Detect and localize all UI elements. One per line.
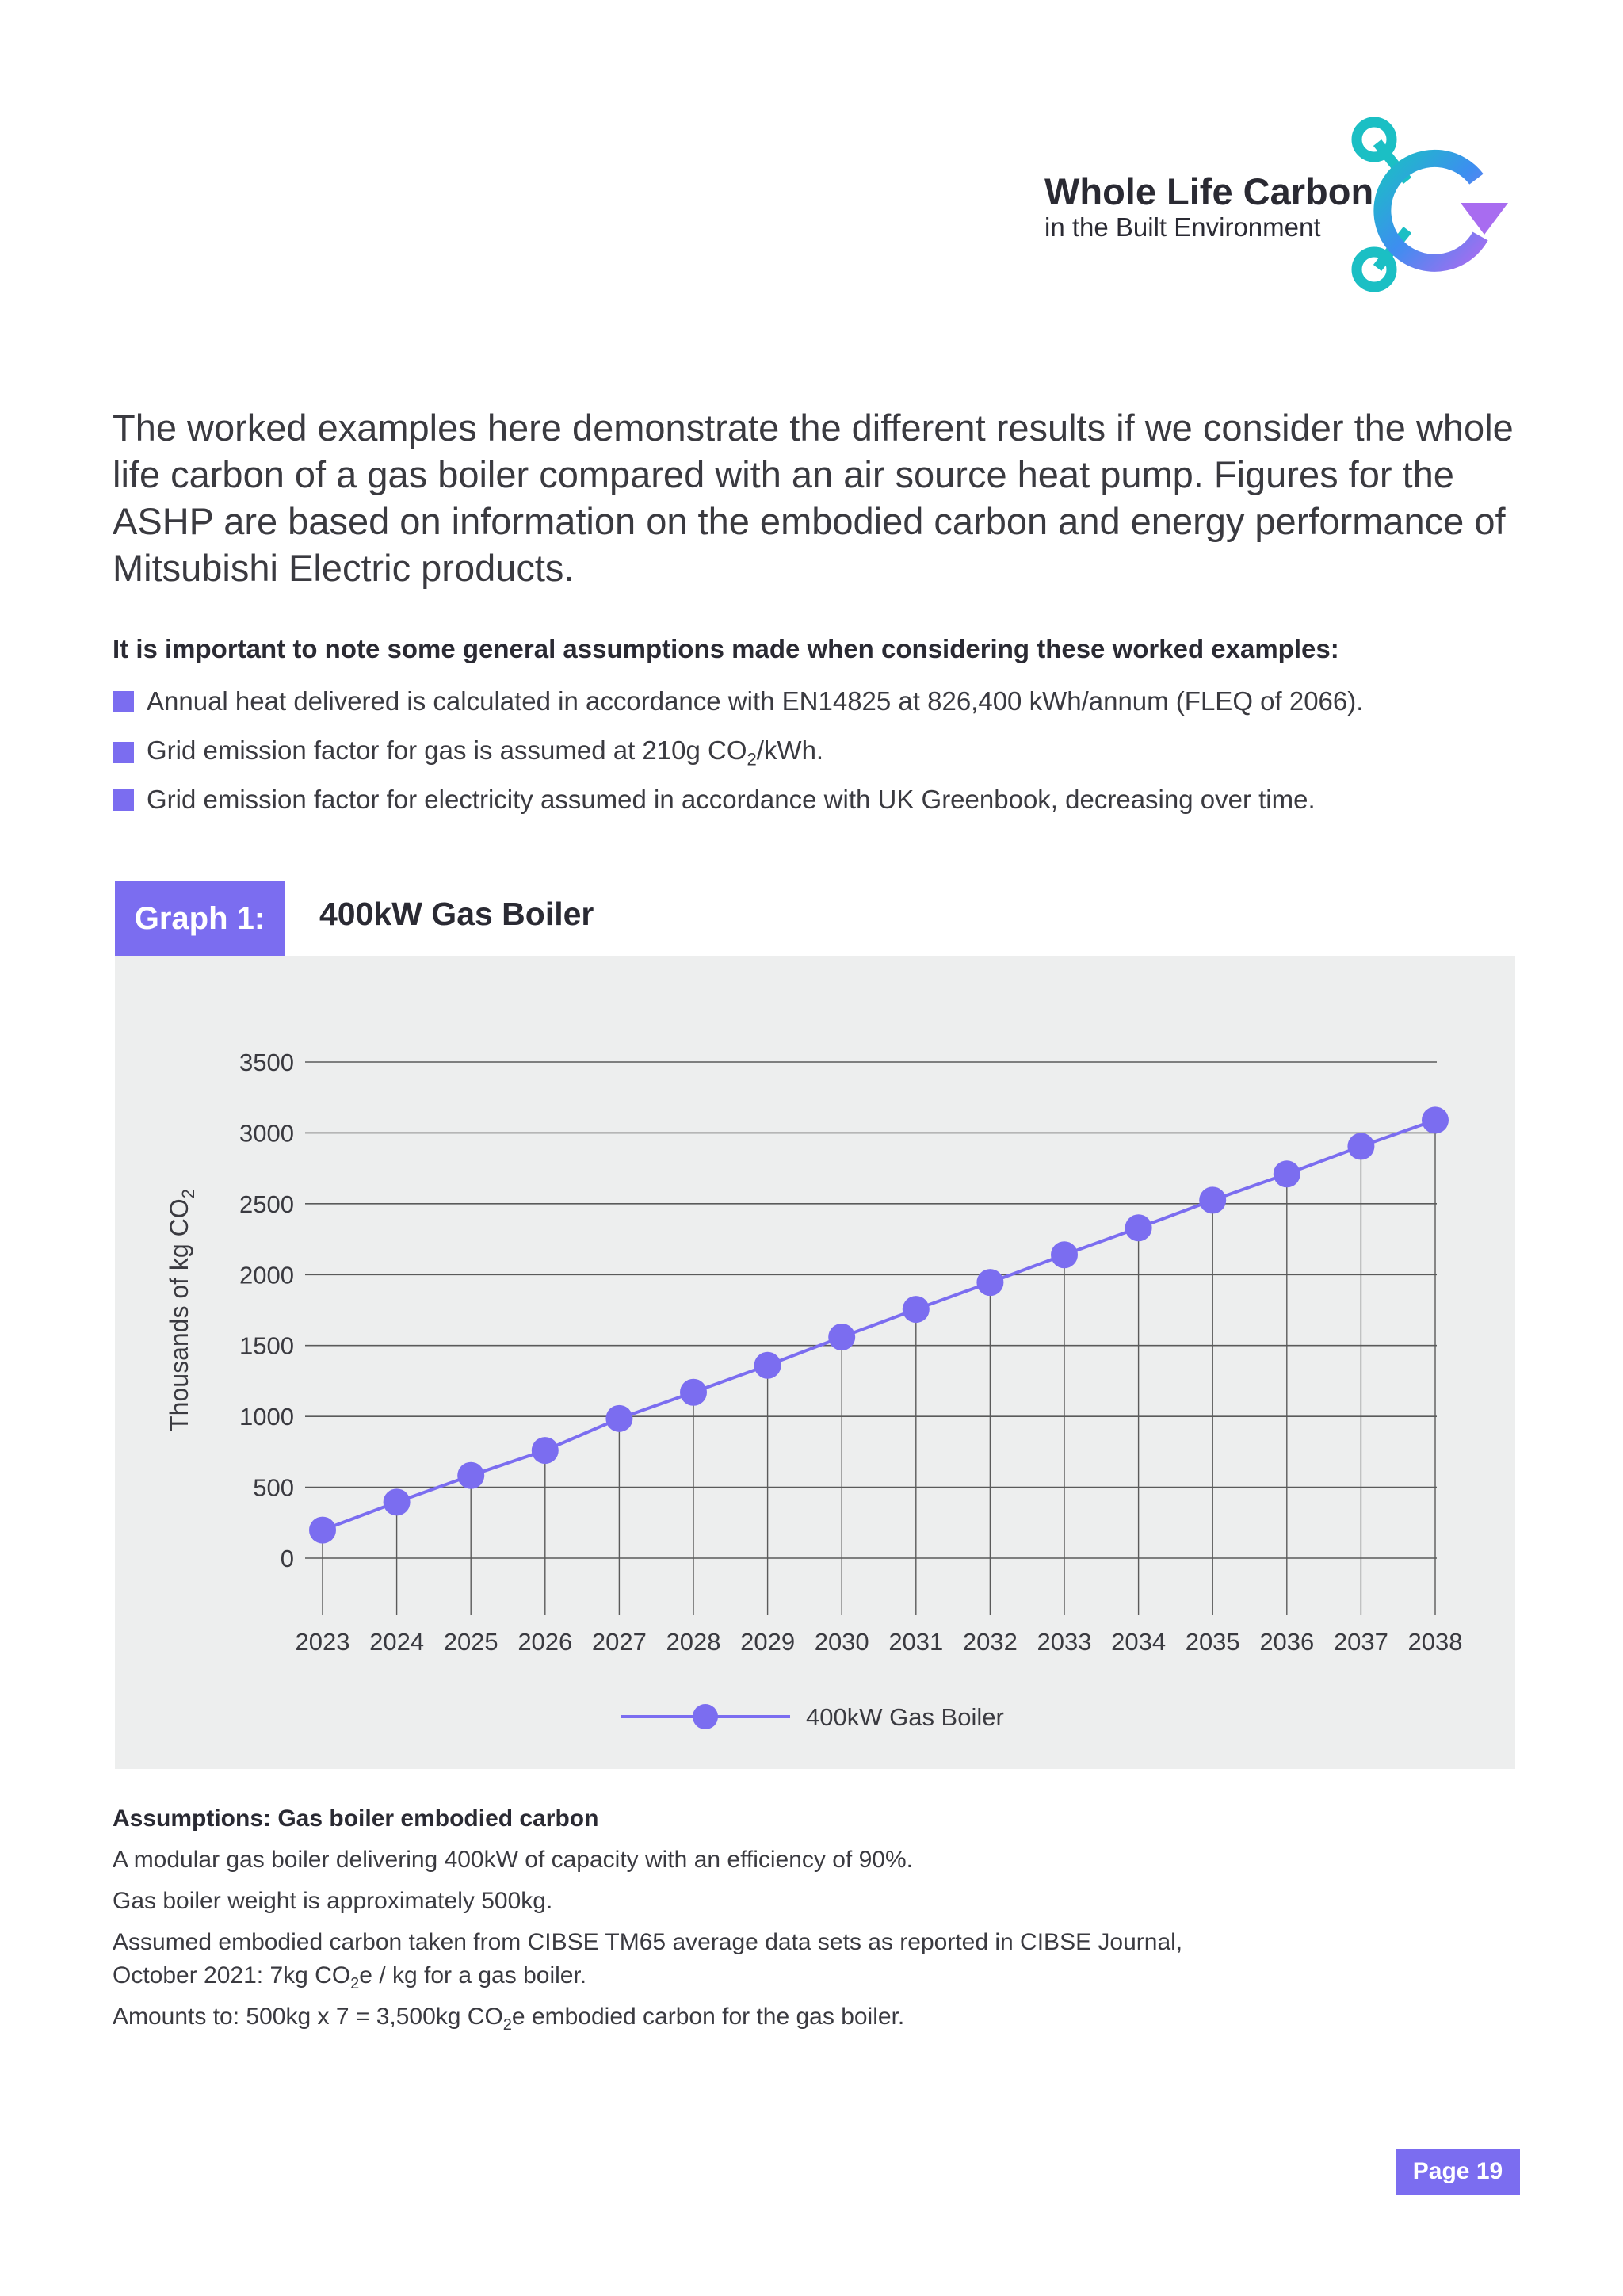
bullet-text: Grid emission factor for electricity assumed in accordance with UK Greenbook, decreasing over time. [147, 785, 1316, 814]
data-point [1347, 1133, 1374, 1159]
series-line [323, 1120, 1435, 1530]
x-tick-label: 2031 [888, 1628, 944, 1656]
x-tick-label: 2034 [1111, 1628, 1167, 1656]
data-point [1199, 1186, 1226, 1213]
line-text: Amounts to: 500kg x 7 = 3,500kg CO [113, 2004, 503, 2030]
bullet-square-icon [113, 789, 134, 811]
assumption-bullet-3 [113, 785, 1316, 815]
data-point [309, 1517, 336, 1544]
intro-paragraph: The worked examples here demonstrate the different results if we consider the whole life carbon of a gas boiler compared with an air source heat pump. Figures for the ASHP are based on information on the embodied carbon and energy performance of Mitsubishi Electric products. [113, 407, 1514, 589]
x-tick-label: 2038 [1407, 1628, 1463, 1656]
data-point [457, 1462, 484, 1489]
x-tick-label: 2036 [1259, 1628, 1315, 1656]
y-tick-label: 2000 [239, 1261, 294, 1289]
x-tick-label: 2030 [814, 1628, 869, 1656]
graph-number-tag: Graph 1: [115, 881, 285, 956]
assumption-bullet-1 [113, 686, 1363, 716]
y-tick-label: 1500 [239, 1331, 294, 1360]
gas-boiler-assumption-line: A modular gas boiler delivering 400kW of capacity with an efficiency of 90%. [113, 1847, 913, 1873]
data-point [605, 1405, 632, 1432]
line-text-end: e / kg for a gas boiler. [359, 1962, 587, 1988]
graph-title: 400kW Gas Boiler [319, 896, 594, 932]
data-point [828, 1324, 855, 1350]
bullet-square-icon [113, 742, 134, 763]
x-tick-label: 2025 [443, 1628, 498, 1656]
bullet-text: Annual heat delivered is calculated in accordance with EN14825 at 826,400 kWh/annum (FLEQ of 2066). [147, 686, 1364, 716]
line-text: October 2021: 7kg CO [113, 1962, 351, 1988]
x-tick-label: 2033 [1037, 1628, 1092, 1656]
y-axis-label: Thousands of kg $CO_2$ [165, 1189, 198, 1431]
gas-boiler-assumption-line: Gas boiler weight is approximately 500kg. [113, 1888, 553, 1914]
y-tick-label: 3500 [239, 1049, 294, 1076]
y-tick-label: 0 [280, 1545, 294, 1572]
x-tick-label: 2024 [369, 1628, 425, 1656]
co2-subscript: 2 [350, 1975, 360, 1992]
y-tick-label: 2500 [239, 1190, 294, 1218]
data-point [532, 1437, 559, 1464]
assumption-bullet-2 [113, 735, 823, 770]
x-tick-label: 2027 [591, 1628, 647, 1656]
logo [1044, 109, 1528, 300]
legend-marker [693, 1704, 718, 1729]
gas-boiler-assumption-line [113, 1959, 586, 2000]
gas-boiler-assumption-line: Assumed embodied carbon taken from CIBSE TM65 average data sets as reported in CIBSE Journal, [113, 1929, 1183, 1955]
data-point [1422, 1106, 1449, 1133]
logo-subtitle: in the Built Environment [1044, 212, 1321, 242]
bullet-text [147, 735, 823, 770]
x-tick-label: 2032 [962, 1628, 1018, 1656]
x-tick-label: 2035 [1185, 1628, 1240, 1656]
data-point [903, 1296, 930, 1323]
co2-subscript: 2 [502, 2016, 512, 2034]
page-number-badge: Page 19 [1396, 2149, 1520, 2195]
bullet-square-icon [113, 691, 134, 712]
bullet-text-end: /kWh. [756, 735, 824, 765]
bullet-text-main: Grid emission factor for gas is assumed at 210g CO [147, 735, 747, 765]
data-point [680, 1379, 707, 1406]
whole-life-carbon-cycle-icon [1346, 109, 1528, 300]
gas-boiler-assumptions-heading: Assumptions: Gas boiler embodied carbon [113, 1805, 599, 1832]
logo-title: Whole Life Carbon [1044, 170, 1374, 212]
line-text-end: e embodied carbon for the gas boiler. [511, 2004, 905, 2030]
x-tick-label: 2028 [666, 1628, 721, 1656]
y-tick-label: 500 [253, 1473, 294, 1502]
y-tick-label: 1000 [239, 1403, 294, 1431]
data-point [1051, 1241, 1078, 1268]
data-point [754, 1352, 781, 1379]
legend-label: 400kW Gas Boiler [806, 1703, 1004, 1731]
y-tick-label: 3000 [239, 1119, 294, 1148]
line-chart [115, 956, 1515, 1769]
data-point [1274, 1160, 1300, 1187]
assumptions-heading: It is important to note some general assumptions made when considering these worked examples: [113, 634, 1339, 663]
x-tick-label: 2026 [517, 1628, 573, 1656]
x-tick-label: 2037 [1333, 1628, 1388, 1656]
gas-boiler-assumption-line [113, 2000, 904, 2042]
co2-subscript: 2 [747, 749, 757, 770]
x-tick-label: 2023 [295, 1628, 350, 1656]
chart-panel [115, 956, 1515, 1769]
data-point [384, 1488, 411, 1515]
data-point [1125, 1214, 1152, 1241]
data-point [976, 1269, 1003, 1296]
x-tick-label: 2029 [740, 1628, 796, 1656]
